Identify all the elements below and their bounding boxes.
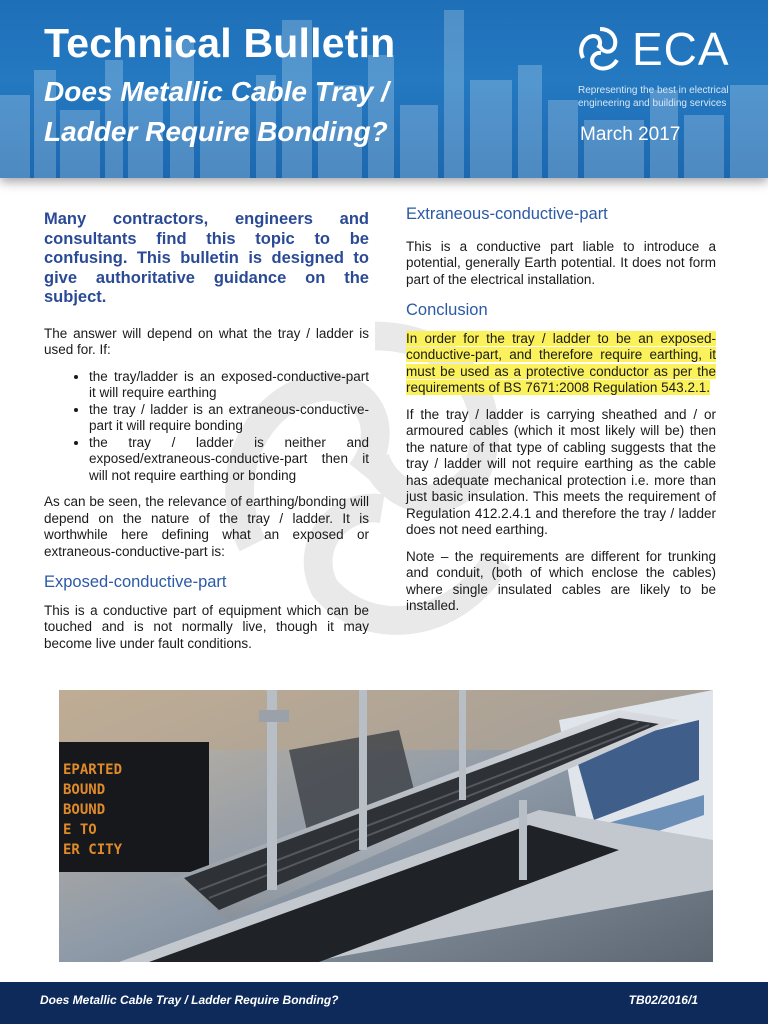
footer-reference: TB02/2016/1 bbox=[628, 993, 698, 1007]
sheathed-cables-paragraph: If the tray / ladder is carrying sheathed and / or armoured cables (which it most likely will be) then the nature of that type of cabling suggests that the tray / ladder will not require earthing as the cable has adequate mechanical protection i.e. more than just basic insulation. This meets the requirement of Regulation 412.2.4.1 and therefore the tray / ladder does not need earthing. bbox=[406, 406, 716, 537]
relevance-paragraph: As can be seen, the relevance of earthing/bonding will depend on the nature of the tray / ladder. It is worthwhile here defining what an exposed or extraneous-conductive-part is: bbox=[44, 494, 369, 559]
conditions-list bbox=[44, 369, 369, 485]
list-item: • the tray / ladder is neither and exposed/extraneous-conductive-part then it will not require earthing or bonding bbox=[89, 435, 369, 485]
cable-tray-illustration bbox=[59, 690, 713, 962]
bulletin-subtitle bbox=[44, 72, 464, 152]
footer-title: Does Metallic Cable Tray / Ladder Require Bonding? bbox=[40, 993, 339, 1007]
bulletin-title: Technical Bulletin bbox=[44, 20, 396, 66]
subtitle-line-2: Ladder Require Bonding? bbox=[44, 116, 388, 147]
sign-line: ER CITY bbox=[63, 842, 123, 858]
footer-bar bbox=[0, 982, 768, 1024]
intro-paragraph: Many contractors, engineers and consultants find this topic to be confusing. This bulletin is designed to give authoritative guidance on the subject. bbox=[44, 210, 369, 306]
extraneous-definition: This is a conductive part liable to introduce a potential, generally Earth potential. It does not form part of the electrical installation. bbox=[406, 238, 716, 287]
publication-date: March 2017 bbox=[580, 124, 681, 145]
eca-logo bbox=[576, 24, 746, 114]
conclusion-heading: Conclusion bbox=[406, 301, 488, 319]
right-column bbox=[406, 200, 716, 625]
header-banner bbox=[0, 0, 768, 178]
list-item: • the tray / ladder is an extraneous-conductive-part it will require bonding bbox=[89, 402, 369, 435]
list-item: • the tray/ladder is an exposed-conductive-part it will require earthing bbox=[89, 369, 369, 402]
sign-line: BOUND bbox=[63, 802, 106, 818]
sign-line: EPARTED bbox=[63, 762, 123, 778]
eca-swirl-icon bbox=[576, 24, 624, 74]
subtitle-line-1: Does Metallic Cable Tray / bbox=[44, 76, 389, 107]
extraneous-heading: Extraneous-conductive-part bbox=[406, 205, 608, 223]
logo-tagline: Representing the best in electrical engineering and building services bbox=[578, 85, 729, 109]
note-paragraph: Note – the requirements are different for trunking and conduit, (both of which enclose the cables) where single insulated cables are likely to be installed. bbox=[406, 548, 716, 613]
exposed-heading: Exposed-conductive-part bbox=[44, 573, 227, 591]
sign-line: BOUND bbox=[63, 782, 106, 798]
answer-paragraph: The answer will depend on what the tray / ladder is used for. If: bbox=[44, 325, 369, 357]
sign-line: E TO bbox=[63, 822, 97, 838]
logo-wordmark: ECA bbox=[632, 23, 730, 75]
exposed-definition: This is a conductive part of equipment which can be touched and is not normally live, though it may become live under fault conditions. bbox=[44, 602, 369, 651]
left-column bbox=[44, 200, 369, 662]
highlighted-conclusion bbox=[406, 331, 716, 397]
cable-tray-photo bbox=[59, 690, 713, 962]
highlight-text: In order for the tray / ladder to be an exposed-conductive-part, and therefore require earthing, it must be used as a protective conductor as per the requirements of BS 7671:2008 Regulation 543.2.1. bbox=[406, 330, 716, 395]
